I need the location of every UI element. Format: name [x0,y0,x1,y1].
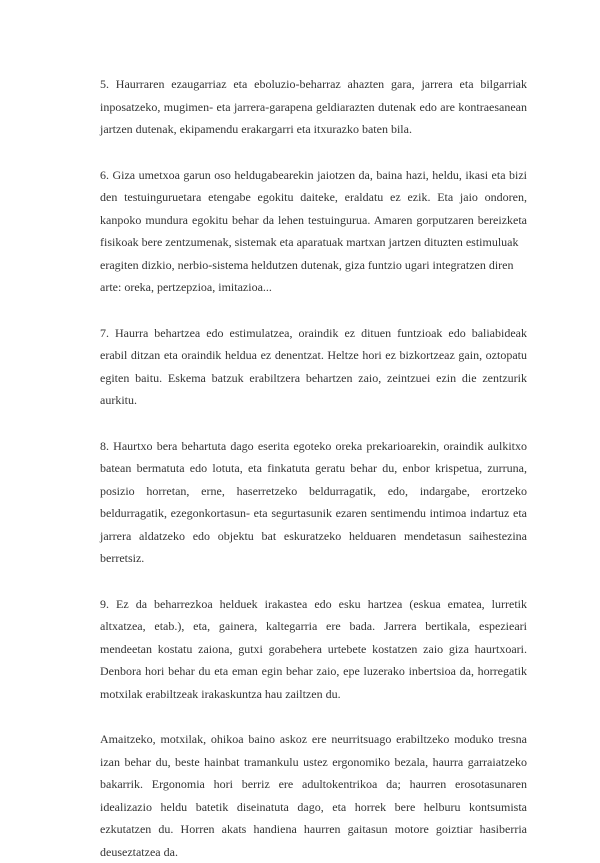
paragraph-5-text: 5. Haurraren ezaugarriaz eta eboluzio-beharraz ahazten gara, jarrera eta bilgarriak inposatzeko, mugimen- eta jarrera-garapena geldiarazten dutenak edo are kontraesanean jartzen dutenak, ekipamendu erakargarri eta itxurazko baten bila. [100,77,527,136]
paragraph-7-text: 7. Haurra behartzea edo estimulatzea, oraindik ez dituen funtzioak edo baliabideak erabil ditzan eta oraindik heldua ez denentzat. Heltze hori ez bizkortzeaz gain, oztopatu egiten baitu. Eskema batzuk erabiltzera behartzen zaio, zeintzuei ezin die zentzurik aurkitu. [100,325,527,407]
paragraph-8-text: 8. Haurtxo bera behartuta dago eserita egoteko oreka prekarioarekin, oraindik aulkitxo batean bermatuta edo lotuta, eta finkatuta geratu behar du, enbor krispetua, zurruna, posizio horretan, erne, haserretzeko beldurragatik, edo, indargabe, erortzeko beldurragatik, ezegonkortasun- eta segurtasunik ezaren sentimendu intimoa indartuz eta jarrera aldatzeko edo objektu bat eskuratzeko helduaren mendetasun saihestezina berretsiz. [100,438,527,565]
paragraph-conclusion-text: Amaitzeko, motxilak, ohikoa baino askoz ere neurritsuago erabiltzeko moduko tresna izan behar du, beste hainbat tramankulu ustez ergonomiko bezala, haurra garraiatzeko bakarrik. Ergonomia hori berriz ere adultokentrikoa da; haurren erosotasunaren idealizazio heldu batetik diseinatuta dago, eta horrek bere helburu kontsumista ezkutatzen du. Horren akats handiena haurren gaitasun motore goiztiar hasiberria deuseztatzea da. [100,732,527,859]
paragraph-6 [100,164,527,299]
paragraph-6-text: 6. Giza umetxoa garun oso heldugabearekin jaiotzen da, baina hazi, heldu, ikasi eta bizi den testuinguruetara etengabe egokitu daiteke, eraldatu ez ezik. Eta jaio ondoren, kanpoko mundura egokitu behar da lehen testuingurua. Amaren gorputzaren bereizketa fisikoak bere zentzumenak, sistemak eta aparatuak martxan jartzen dituzten estimuluak [100,167,527,249]
document-page [100,73,527,863]
paragraph-9 [100,593,527,706]
paragraph-7 [100,322,527,412]
paragraph-8 [100,435,527,570]
paragraph-9-text: 9. Ez da beharrezkoa helduek irakastea edo esku hartzea (eskua ematea, lurretik altxatzea, etab.), eta, gainera, kaltegarria ere bada. Jarrera bertikala, espezieari mendeetan kostatu zaiona, gutxi gorabehera urtebete kostatzen zaio giza haurtxoari. Denbora hori behar du eta eman egin behar zaio, epe luzerako inbertsioa da, horregatik motxilak erabiltzeak irakaskuntza hau zailtzen du. [100,596,527,701]
paragraph-conclusion [100,728,527,863]
paragraph-5 [100,73,527,141]
paragraph-6-continuation: eragiten dizkio, nerbio-sistema heldutzen dutenak, giza funtzio ugari integratzen diren arte: oreka, pertzepzioa, imitazioa... [100,257,514,294]
